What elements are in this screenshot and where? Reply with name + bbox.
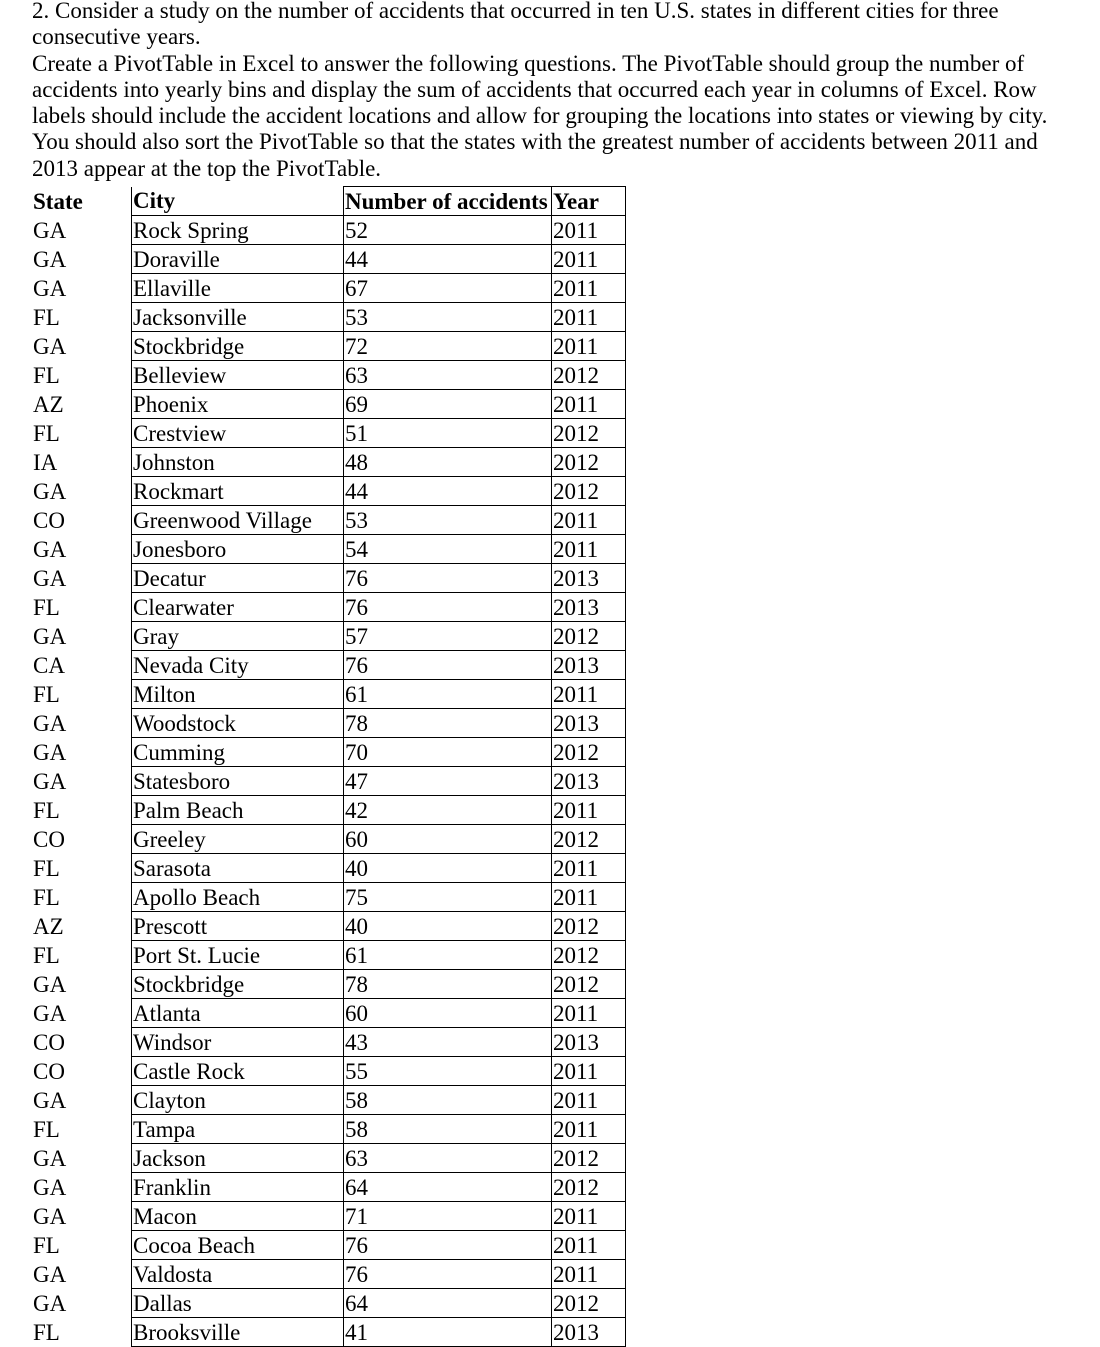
cell-city: Jonesboro [132,535,344,564]
cell-year: 2011 [552,506,626,535]
cell-city: Nevada City [132,651,344,680]
header-year: Year [552,187,626,216]
cell-accidents: 67 [344,274,552,303]
table-row [32,361,626,390]
cell-city: Atlanta [132,999,344,1028]
cell-year: 2011 [552,216,626,245]
table-row [32,767,626,796]
cell-city: Castle Rock [132,1057,344,1086]
table-row [32,1086,626,1115]
cell-state: FL [33,884,60,910]
table-row [32,1173,626,1202]
cell-state: GA [33,478,67,504]
cell-accidents: 57 [344,622,552,651]
cell-city: Franklin [132,1173,344,1202]
cell-state: CO [33,826,65,852]
cell-accidents: 76 [344,1231,552,1260]
cell-year: 2013 [552,709,626,738]
cell-accidents: 76 [344,651,552,680]
cell-year: 2011 [552,1202,626,1231]
cell-accidents: 72 [344,332,552,361]
cell-state: GA [33,333,67,359]
cell-year: 2012 [552,622,626,651]
cell-city: Rock Spring [132,216,344,245]
cell-accidents: 43 [344,1028,552,1057]
cell-city: Milton [132,680,344,709]
cell-state: GA [33,768,67,794]
cell-state: CO [33,1058,65,1084]
table-row [32,332,626,361]
cell-year: 2012 [552,738,626,767]
cell-year: 2013 [552,1318,626,1347]
cell-city: Prescott [132,912,344,941]
cell-city: Statesboro [132,767,344,796]
cell-accidents: 53 [344,303,552,332]
cell-accidents: 53 [344,506,552,535]
cell-accidents: 48 [344,448,552,477]
cell-year: 2011 [552,1086,626,1115]
cell-accidents: 54 [344,535,552,564]
table-row [32,825,626,854]
cell-accidents: 40 [344,854,552,883]
cell-state: FL [33,594,60,620]
cell-accidents: 52 [344,216,552,245]
cell-state: FL [33,362,60,388]
cell-city: Phoenix [132,390,344,419]
cell-state: CO [33,507,65,533]
table-row [32,477,626,506]
cell-accidents: 61 [344,680,552,709]
cell-city: Port St. Lucie [132,941,344,970]
table-row [32,1057,626,1086]
cell-year: 2012 [552,941,626,970]
cell-city: Cumming [132,738,344,767]
cell-year: 2011 [552,390,626,419]
cell-state: FL [33,855,60,881]
cell-state: GA [33,217,67,243]
table-row [32,1260,626,1289]
table-row [32,506,626,535]
cell-accidents: 42 [344,796,552,825]
table-header-row [32,187,626,216]
cell-city: Crestview [132,419,344,448]
cell-year: 2011 [552,274,626,303]
cell-accidents: 64 [344,1173,552,1202]
cell-state: GA [33,1087,67,1113]
cell-city: Brooksville [132,1318,344,1347]
cell-accidents: 63 [344,361,552,390]
cell-state: GA [33,1145,67,1171]
cell-city: Clearwater [132,593,344,622]
cell-state: GA [33,1290,67,1316]
cell-year: 2011 [552,680,626,709]
cell-city: Tampa [132,1115,344,1144]
cell-city: Greeley [132,825,344,854]
cell-accidents: 41 [344,1318,552,1347]
cell-accidents: 58 [344,1115,552,1144]
table-row [32,303,626,332]
table-row [32,622,626,651]
cell-accidents: 76 [344,564,552,593]
cell-year: 2013 [552,593,626,622]
cell-accidents: 71 [344,1202,552,1231]
table-row [32,651,626,680]
table-row [32,796,626,825]
cell-year: 2011 [552,1057,626,1086]
table-row [32,883,626,912]
cell-year: 2011 [552,883,626,912]
cell-accidents: 40 [344,912,552,941]
table-row [32,854,626,883]
cell-city: Belleview [132,361,344,390]
table-body [32,216,626,1347]
table-row [32,680,626,709]
cell-city: Palm Beach [132,796,344,825]
table-row [32,970,626,999]
cell-state: GA [33,536,67,562]
cell-year: 2012 [552,970,626,999]
cell-city: Windsor [132,1028,344,1057]
table-row [32,941,626,970]
cell-state: FL [33,420,60,446]
cell-state: GA [33,971,67,997]
cell-state: GA [33,1000,67,1026]
cell-state: AZ [33,913,64,939]
cell-accidents: 60 [344,999,552,1028]
cell-accidents: 69 [344,390,552,419]
cell-accidents: 47 [344,767,552,796]
table-row [32,274,626,303]
cell-city: Jackson [132,1144,344,1173]
cell-year: 2012 [552,912,626,941]
cell-year: 2011 [552,535,626,564]
cell-accidents: 64 [344,1289,552,1318]
cell-city: Valdosta [132,1260,344,1289]
cell-accidents: 76 [344,1260,552,1289]
cell-year: 2011 [552,245,626,274]
cell-city: Stockbridge [132,970,344,999]
cell-state: FL [33,797,60,823]
table-row [32,738,626,767]
table-row [32,593,626,622]
cell-accidents: 44 [344,477,552,506]
cell-city: Cocoa Beach [132,1231,344,1260]
cell-year: 2011 [552,1260,626,1289]
table-row [32,564,626,593]
question-text [32,0,1082,182]
cell-state: GA [33,1174,67,1200]
question-instructions: Create a PivotTable in Excel to answer the following questions. The PivotTable should group the number of accidents into yearly bins and display the sum of accidents that occurred each year in columns of Excel. Row labels should include the accident locations and allow for grouping the locations into states or viewing by city. You should also sort the PivotTable so that the states with the greatest number of accidents between 2011 and 2013 appear at the top the PivotTable. [32,50,1048,181]
cell-city: Greenwood Village [132,506,344,535]
cell-accidents: 63 [344,1144,552,1173]
question-intro: 2. Consider a study on the number of accidents that occurred in ten U.S. states in different cities for three consecutive years. [32,0,999,50]
cell-accidents: 58 [344,1086,552,1115]
cell-accidents: 61 [344,941,552,970]
table-row [32,1028,626,1057]
cell-state: GA [33,739,67,765]
cell-state: FL [33,1232,60,1258]
header-city: City [132,187,344,216]
header-state: State [33,188,83,214]
table-row [32,419,626,448]
cell-state: IA [33,449,58,475]
cell-city: Sarasota [132,854,344,883]
cell-state: FL [33,942,60,968]
cell-city: Woodstock [132,709,344,738]
cell-city: Decatur [132,564,344,593]
cell-city: Doraville [132,245,344,274]
cell-year: 2011 [552,332,626,361]
cell-accidents: 44 [344,245,552,274]
accidents-table [32,186,626,1347]
cell-year: 2011 [552,854,626,883]
table-row [32,390,626,419]
cell-year: 2013 [552,651,626,680]
cell-accidents: 78 [344,709,552,738]
table-row [32,1115,626,1144]
cell-accidents: 70 [344,738,552,767]
table-row [32,709,626,738]
cell-city: Johnston [132,448,344,477]
cell-accidents: 51 [344,419,552,448]
cell-state: AZ [33,391,64,417]
table-row [32,1144,626,1173]
cell-year: 2012 [552,825,626,854]
cell-year: 2011 [552,1115,626,1144]
cell-city: Ellaville [132,274,344,303]
cell-city: Macon [132,1202,344,1231]
cell-state: FL [33,1116,60,1142]
cell-accidents: 78 [344,970,552,999]
cell-city: Stockbridge [132,332,344,361]
cell-state: FL [33,304,60,330]
table-row [32,535,626,564]
cell-city: Gray [132,622,344,651]
cell-state: GA [33,623,67,649]
cell-state: CA [33,652,65,678]
cell-city: Dallas [132,1289,344,1318]
cell-city: Jacksonville [132,303,344,332]
cell-year: 2011 [552,999,626,1028]
cell-year: 2013 [552,564,626,593]
cell-year: 2012 [552,419,626,448]
table-row [32,912,626,941]
cell-state: CO [33,1029,65,1055]
cell-state: GA [33,1203,67,1229]
header-accidents: Number of accidents [344,187,552,216]
cell-year: 2012 [552,1173,626,1202]
cell-year: 2012 [552,1144,626,1173]
cell-accidents: 60 [344,825,552,854]
cell-state: GA [33,275,67,301]
cell-city: Rockmart [132,477,344,506]
cell-state: GA [33,710,67,736]
cell-year: 2012 [552,361,626,390]
cell-state: FL [33,1319,60,1345]
cell-year: 2011 [552,796,626,825]
cell-accidents: 55 [344,1057,552,1086]
cell-year: 2012 [552,477,626,506]
table-row [32,999,626,1028]
table-row [32,245,626,274]
table-row [32,1289,626,1318]
table-row [32,1202,626,1231]
cell-city: Clayton [132,1086,344,1115]
cell-state: GA [33,565,67,591]
cell-accidents: 75 [344,883,552,912]
cell-year: 2013 [552,1028,626,1057]
table-row [32,216,626,245]
cell-city: Apollo Beach [132,883,344,912]
cell-year: 2013 [552,767,626,796]
table-row [32,448,626,477]
cell-state: GA [33,246,67,272]
cell-state: GA [33,1261,67,1287]
cell-accidents: 76 [344,593,552,622]
cell-year: 2012 [552,448,626,477]
cell-year: 2012 [552,1289,626,1318]
cell-year: 2011 [552,303,626,332]
table-row [32,1231,626,1260]
cell-year: 2011 [552,1231,626,1260]
cell-state: FL [33,681,60,707]
